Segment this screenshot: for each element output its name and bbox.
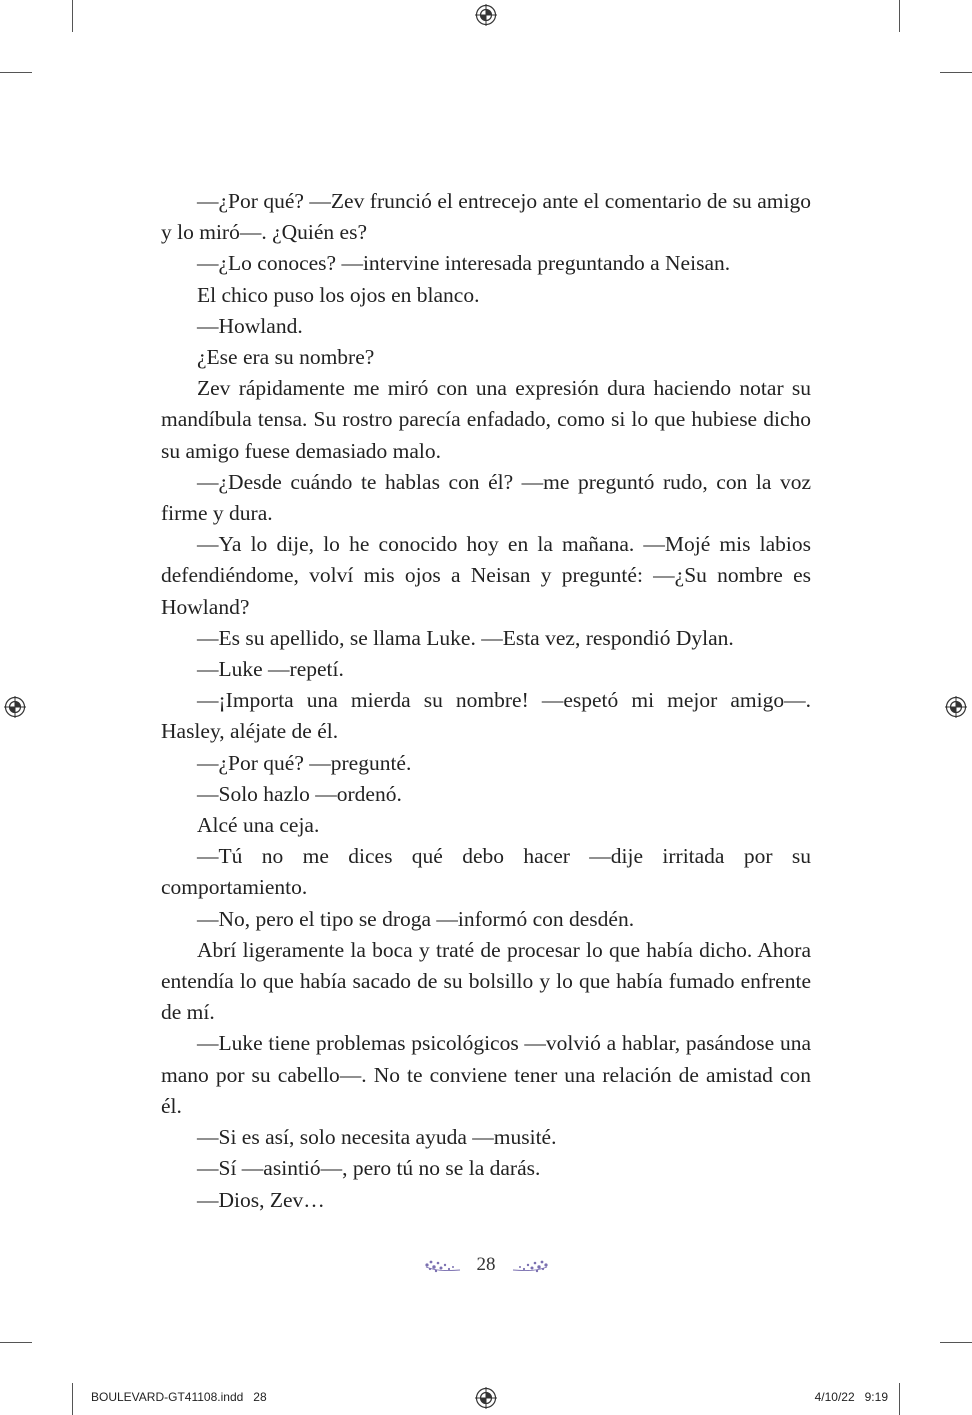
paragraph: —¿Por qué? —Zev frunció el entrecejo ante el comentario de su amigo y lo miró—. ¿Quién es? xyxy=(161,189,811,245)
paragraph: El chico puso los ojos en blanco. xyxy=(197,282,480,307)
paragraph: —Tú no me dices qué debo hacer —dije irritada por su comportamiento. xyxy=(161,844,811,900)
paragraph: —Dios, Zev… xyxy=(197,1187,325,1212)
crop-mark xyxy=(940,72,972,73)
paragraph: —Ya lo dije, lo he conocido hoy en la mañana. —Mojé mis labios defendiéndome, volví mis ojos a Neisan y pregunté: —¿Su nombre es Howland? xyxy=(161,532,811,619)
crop-mark xyxy=(940,1342,972,1343)
registration-mark-icon xyxy=(475,4,497,26)
paragraph: —¿Lo conoces? —intervine interesada preguntando a Neisan. xyxy=(197,251,731,276)
paragraph: Abrí ligeramente la boca y traté de procesar lo que había dicho. Ahora entendía lo que había sacado de su bolsillo y lo que había fumado enfrente de mí. xyxy=(161,937,811,1025)
paragraph: Zev rápidamente me miró con una expresión dura haciendo notar su mandíbula tensa. Su rostro parecía enfadado, como si lo que hubiese dicho su amigo fuese demasiado malo. xyxy=(161,376,811,463)
crop-mark xyxy=(72,1383,73,1415)
crop-mark xyxy=(0,1342,32,1343)
crop-mark xyxy=(72,0,73,32)
paragraph: —Luke tiene problemas psicológicos —volvió a hablar, pasándose una mano por su cabello—. No te conviene tener una relación de amistad con él. xyxy=(161,1031,811,1118)
crop-mark xyxy=(899,0,900,32)
page-number: 28 xyxy=(476,1254,496,1275)
floral-ornament-icon xyxy=(509,1258,549,1276)
slug-file-info: BOULEVARD-GT41108.indd 28 xyxy=(91,1390,267,1404)
paragraph: ¿Ese era su nombre? xyxy=(197,345,375,370)
slug-date-info: 4/10/22 9:19 xyxy=(814,1390,888,1404)
registration-mark-icon xyxy=(945,696,967,718)
crop-mark xyxy=(899,1383,900,1415)
paragraph: —Solo hazlo —ordenó. xyxy=(197,781,402,806)
registration-mark-icon xyxy=(475,1387,497,1409)
paragraph: —¿Por qué? —pregunté. xyxy=(197,750,412,775)
paragraph: —No, pero el tipo se droga —informó con desdén. xyxy=(197,906,635,931)
paragraph: —¿Desde cuándo te hablas con él? —me preguntó rudo, con la voz firme y dura. xyxy=(161,469,811,526)
crop-mark xyxy=(0,72,32,73)
paragraph: —Luke —repetí. xyxy=(197,657,344,682)
paragraph: —Si es así, solo necesita ayuda —musité. xyxy=(197,1125,557,1150)
paragraph: —Sí —asintió—, pero tú no se la darás. xyxy=(197,1156,541,1181)
paragraph: —Es su apellido, se llama Luke. —Esta vez, respondió Dylan. xyxy=(197,625,734,650)
paragraph: —Howland. xyxy=(197,313,303,338)
registration-mark-icon xyxy=(4,696,26,718)
body-text xyxy=(161,186,811,1216)
paragraph: —¡Importa una mierda su nombre! —espetó mi mejor amigo—. Hasley, aléjate de él. xyxy=(161,688,811,744)
paragraph: Alcé una ceja. xyxy=(197,813,320,838)
